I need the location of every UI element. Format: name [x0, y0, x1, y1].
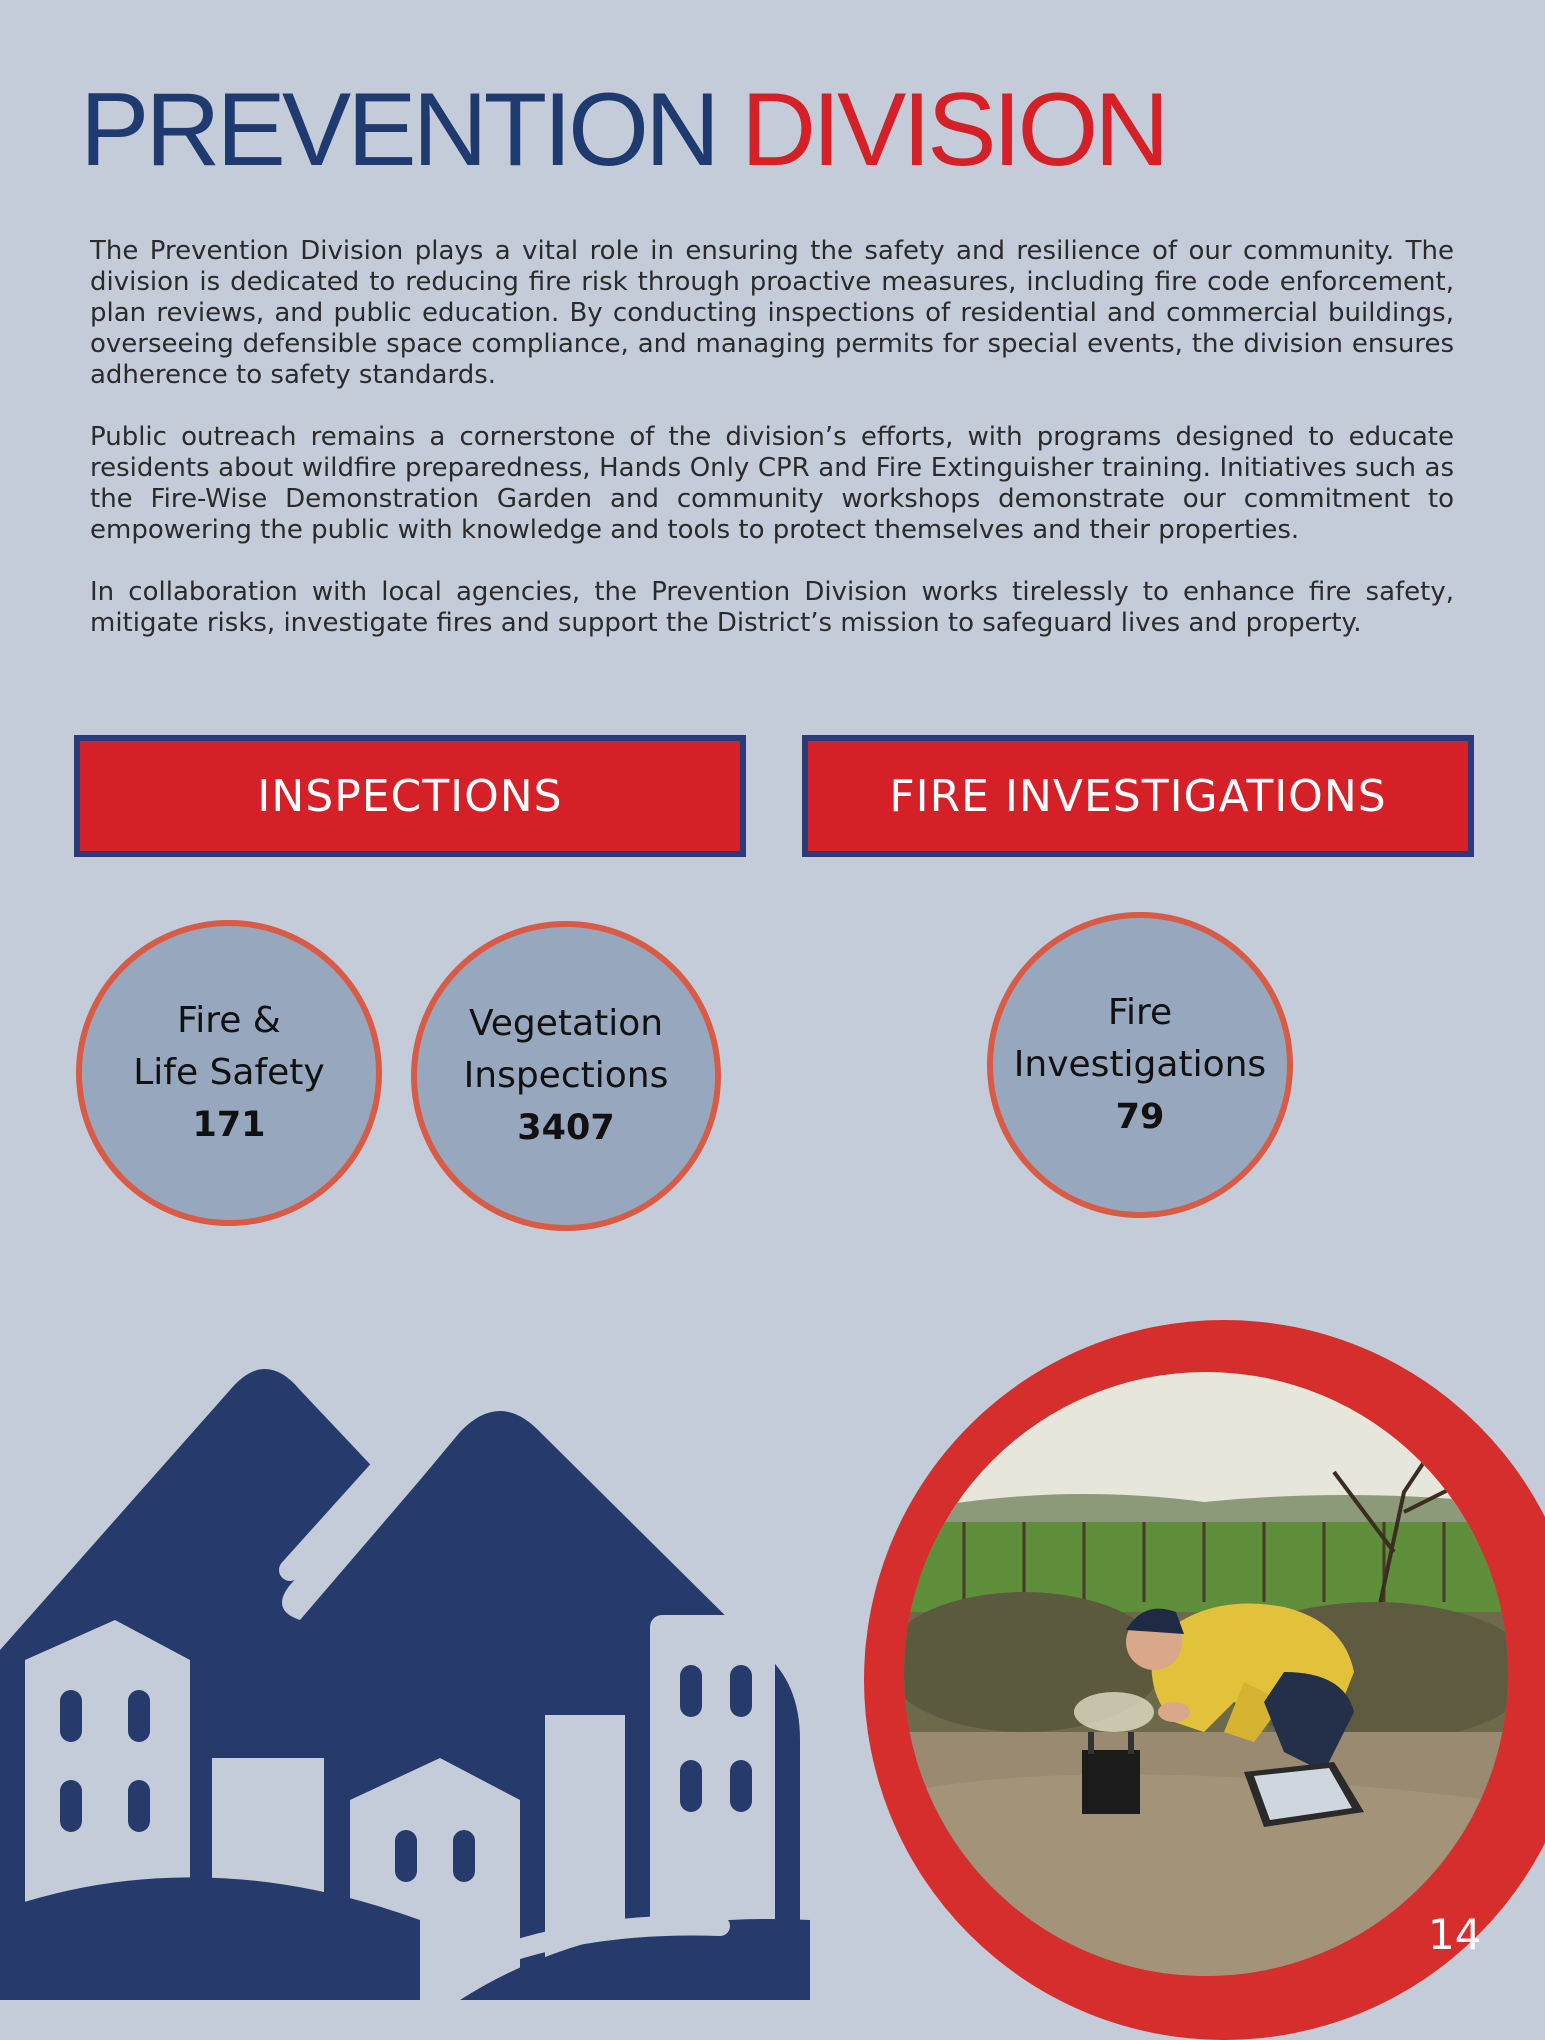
- page-title: [80, 72, 1166, 188]
- stat-label-line: Life Safety: [133, 1052, 325, 1093]
- stat-label-line: Inspections: [463, 1055, 669, 1096]
- stat-vegetation-inspections: [411, 921, 721, 1231]
- intro-text: [90, 236, 1454, 670]
- inspections-banner: [74, 735, 746, 857]
- inspections-heading: INSPECTIONS: [257, 770, 563, 822]
- stat-value: 79: [1115, 1097, 1165, 1137]
- title-word-prevention: PREVENTION: [80, 72, 717, 188]
- fire-investigations-heading: FIRE INVESTIGATIONS: [889, 770, 1387, 822]
- stat-value: 3407: [517, 1108, 615, 1148]
- stat-label-line: Investigations: [1013, 1044, 1267, 1085]
- paragraph: Public outreach remains a cornerstone of the division’s efforts, with programs designed to educate residents about wildfire preparedness, Hands Only CPR and Fire Extinguisher training. Initiatives such as the Fire-Wise Demonstration Garden and community workshops demonstrate our commitment to empowering the public with knowledge and tools to protect themselves and their properties.: [90, 422, 1454, 545]
- stat-fire-life-safety: [76, 920, 382, 1226]
- stat-value: 171: [192, 1105, 266, 1145]
- stat-label-line: Fire &: [177, 1000, 281, 1041]
- investigator-photo: [904, 1372, 1508, 1976]
- mountain-town-illustration: [0, 1320, 810, 2000]
- stat-fire-investigations: [987, 912, 1293, 1218]
- fire-investigations-banner: [802, 735, 1474, 857]
- title-word-division: DIVISION: [741, 72, 1166, 188]
- page-number: 14: [1428, 1910, 1482, 1959]
- stat-label-line: Vegetation: [468, 1003, 664, 1044]
- paragraph: In collaboration with local agencies, the Prevention Division works tirelessly to enhance fire safety, mitigate risks, investigate fires and support the District’s mission to safeguard lives and property.: [90, 577, 1454, 638]
- stat-label-line: Fire: [1107, 992, 1173, 1033]
- paragraph: The Prevention Division plays a vital role in ensuring the safety and resilience of our community. The division is dedicated to reducing fire risk through proactive measures, including fire code enforcement, plan reviews, and public education. By conducting inspections of residential and commercial buildings, overseeing defensible space compliance, and managing permits for special events, the division ensures adherence to safety standards.: [90, 236, 1454, 390]
